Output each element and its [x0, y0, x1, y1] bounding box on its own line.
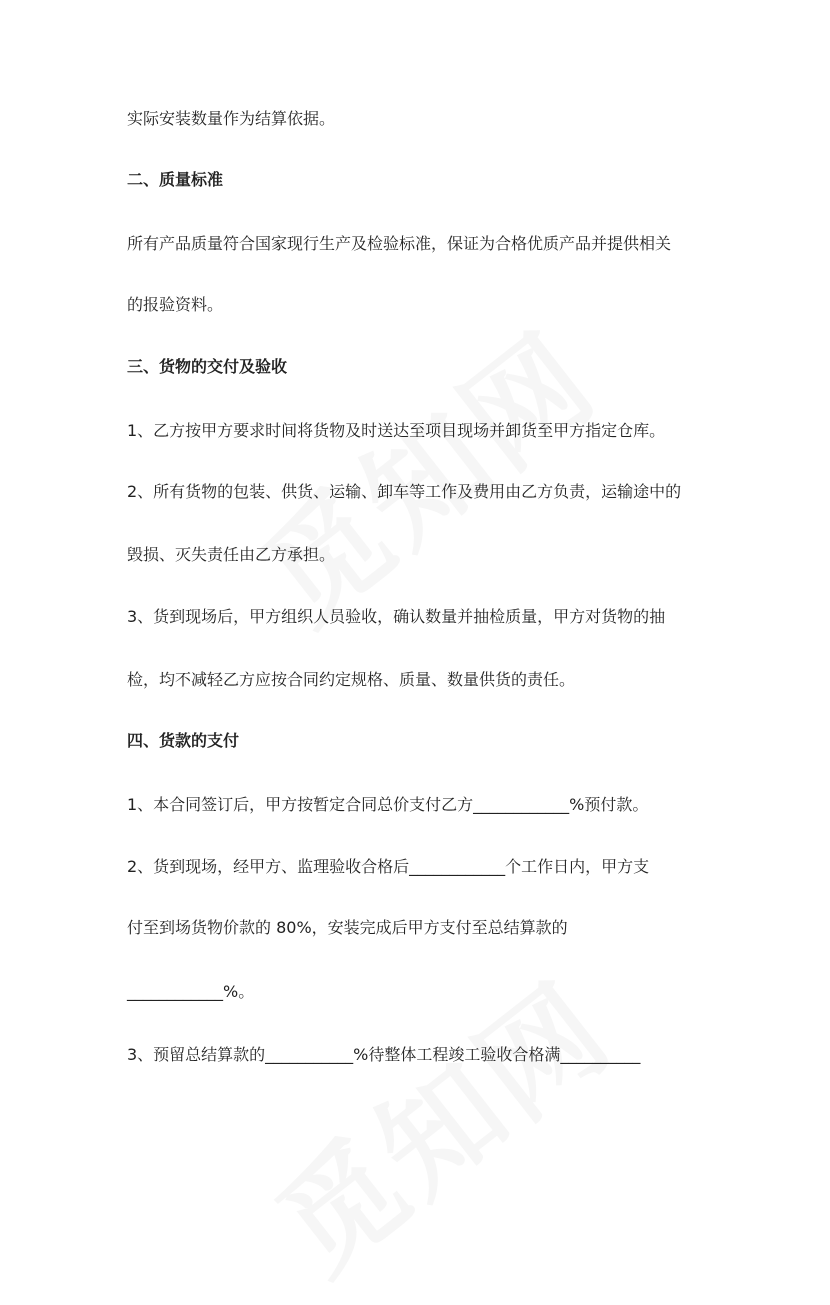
watermark: [222, 287, 626, 655]
paragraph-line: 的报验资料。: [127, 295, 224, 314]
paragraph-line: 2、所有货物的包装、供货、运输、卸车等工作及费用由乙方负责，运输途中的: [127, 482, 682, 501]
paragraph-line: 毁损、灭失责任由乙方承担。: [127, 545, 336, 564]
section-heading-delivery: 三、货物的交付及验收: [127, 357, 288, 376]
paragraph-line: 付至到场货物价款的 80%，安装完成后甲方支付至总结算款的: [127, 918, 568, 937]
paragraph-line: ____________%。: [127, 982, 255, 1001]
section-heading-payment: 四、货款的支付: [127, 731, 240, 750]
paragraph-line: 1、乙方按甲方要求时间将货物及时送达至项目现场并卸货至甲方指定仓库。: [127, 421, 666, 440]
watermark: [237, 937, 641, 1305]
paragraph-line: 3、货到现场后，甲方组织人员验收，确认数量并抽检质量，甲方对货物的抽: [127, 607, 666, 626]
paragraph-line: 1、本合同签订后，甲方按暂定合同总价支付乙方____________%预付款。: [127, 795, 649, 814]
section-heading-quality: 二、质量标准: [127, 170, 224, 189]
paragraph-line: 所有产品质量符合国家现行生产及检验标准，保证为合格优质产品并提供相关: [127, 234, 672, 253]
paragraph-line: 2、货到现场，经甲方、监理验收合格后____________个工作日内，甲方支: [127, 857, 650, 876]
paragraph-line: 实际安装数量作为结算依据。: [127, 109, 336, 128]
paragraph-line: 3、预留总结算款的___________%待整体工程竣工验收合格满__________: [127, 1045, 641, 1064]
paragraph-line: 检，均不减轻乙方应按合同约定规格、质量、数量供货的责任。: [127, 670, 576, 689]
